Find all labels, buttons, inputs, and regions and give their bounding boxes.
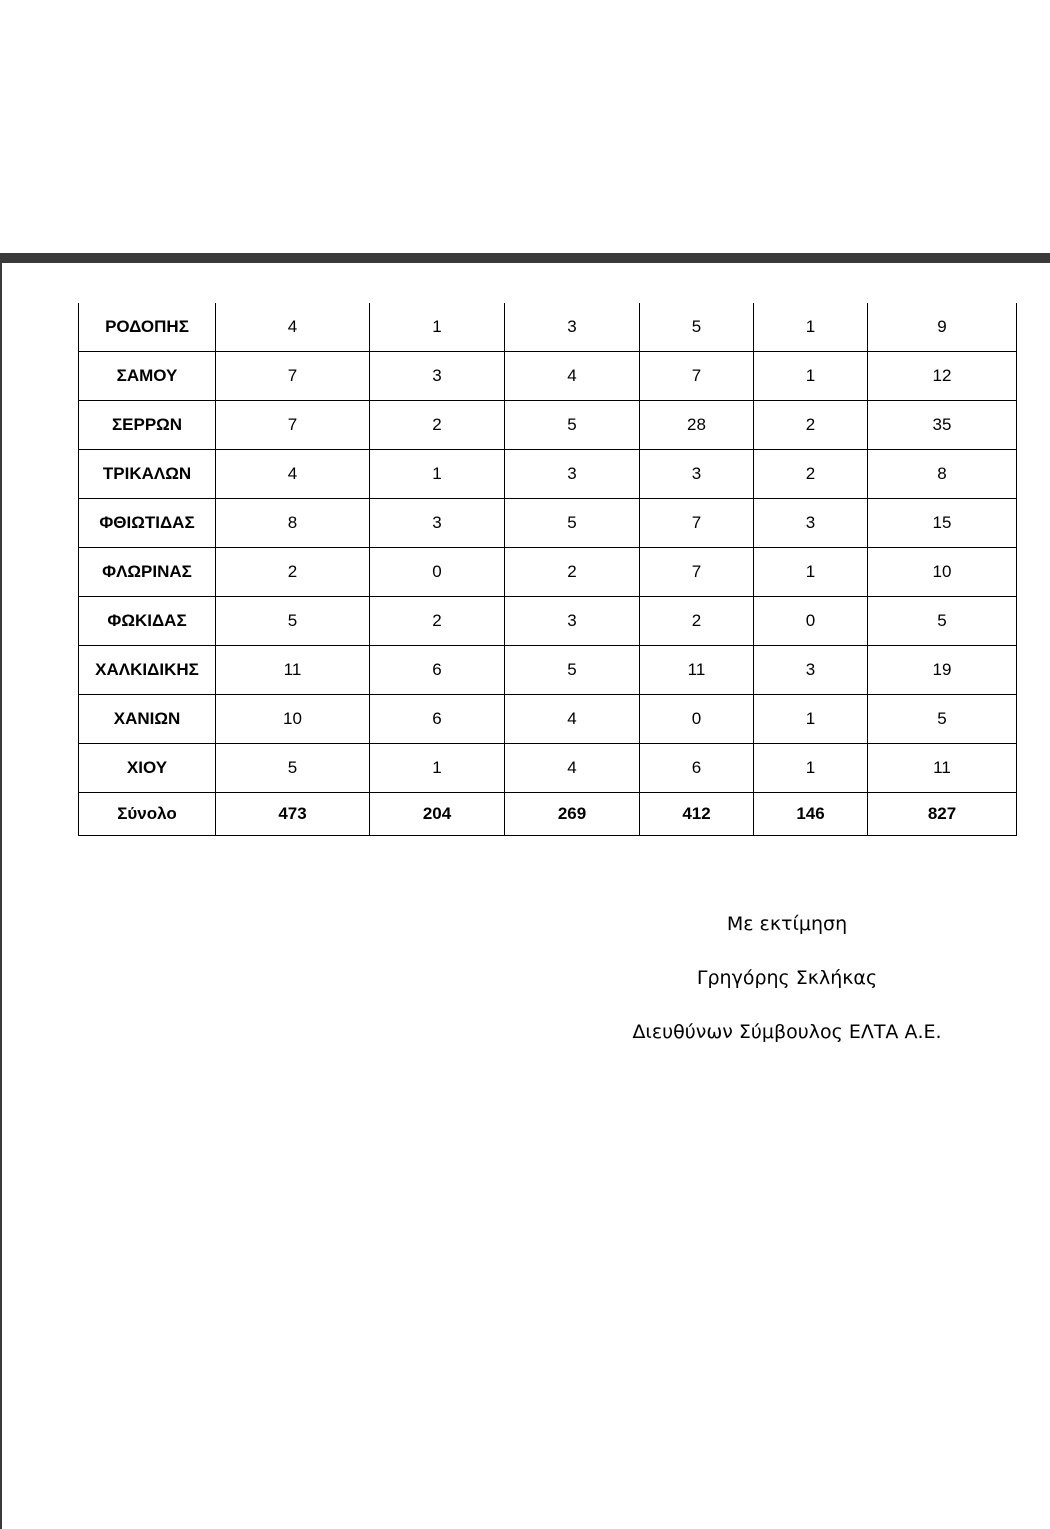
table-cell: 19 — [868, 646, 1017, 695]
table-cell: 7 — [640, 352, 754, 401]
table-cell: 5 — [505, 401, 640, 450]
table-row — [79, 499, 1017, 548]
table-cell: 4 — [505, 352, 640, 401]
table-row — [79, 744, 1017, 793]
table-row — [79, 695, 1017, 744]
table-cell: 7 — [640, 499, 754, 548]
table-cell: 1 — [754, 695, 868, 744]
table-cell: 6 — [370, 695, 505, 744]
table-cell: 11 — [216, 646, 370, 695]
table-cell: 12 — [868, 352, 1017, 401]
table-cell: 5 — [505, 499, 640, 548]
prefecture-name: ΤΡΙΚΑΛΩΝ — [79, 450, 216, 499]
table-cell: 7 — [640, 548, 754, 597]
table-cell: 1 — [754, 303, 868, 352]
table-cell: 11 — [868, 744, 1017, 793]
table-cell: 1 — [370, 303, 505, 352]
table-cell: 10 — [868, 548, 1017, 597]
table-cell: 3 — [505, 450, 640, 499]
total-cell: 412 — [640, 793, 754, 836]
table-row — [79, 401, 1017, 450]
total-cell: 473 — [216, 793, 370, 836]
table-cell: 5 — [868, 597, 1017, 646]
table-cell: 4 — [505, 744, 640, 793]
table-cell: 5 — [505, 646, 640, 695]
table-cell: 8 — [216, 499, 370, 548]
table-row — [79, 597, 1017, 646]
table-cell: 8 — [868, 450, 1017, 499]
table-cell: 2 — [640, 597, 754, 646]
signer-title: Διευθύνων Σύμβουλος ΕΛΤΑ Α.Ε. — [632, 1021, 942, 1043]
closing-greeting: Με εκτίμηση — [726, 913, 848, 935]
table-cell: 3 — [505, 597, 640, 646]
table-row — [79, 548, 1017, 597]
prefecture-name: ΦΩΚΙΔΑΣ — [79, 597, 216, 646]
table-cell: 15 — [868, 499, 1017, 548]
signer-name: Γρηγόρης Σκλήκας — [696, 967, 878, 989]
table-cell: 3 — [505, 303, 640, 352]
table-cell: 1 — [754, 744, 868, 793]
total-cell: 146 — [754, 793, 868, 836]
table-cell: 6 — [370, 646, 505, 695]
prefecture-name: ΦΘΙΩΤΙΔΑΣ — [79, 499, 216, 548]
prefecture-name: ΧΑΝΙΩΝ — [79, 695, 216, 744]
total-cell: 204 — [370, 793, 505, 836]
total-cell: 827 — [868, 793, 1017, 836]
table-row — [79, 646, 1017, 695]
table-cell: 2 — [216, 548, 370, 597]
prefecture-name: ΡΟΔΟΠΗΣ — [79, 303, 216, 352]
table-cell: 5 — [868, 695, 1017, 744]
table-cell: 3 — [640, 450, 754, 499]
table-cell: 3 — [370, 352, 505, 401]
prefecture-name: ΦΛΩΡΙΝΑΣ — [79, 548, 216, 597]
table-cell: 10 — [216, 695, 370, 744]
table-cell: 5 — [216, 597, 370, 646]
table-cell: 9 — [868, 303, 1017, 352]
table-cell: 1 — [370, 744, 505, 793]
table-cell: 0 — [640, 695, 754, 744]
statistics-table — [78, 303, 1017, 836]
table-cell: 5 — [640, 303, 754, 352]
table-cell: 3 — [370, 499, 505, 548]
table-cell: 2 — [505, 548, 640, 597]
table-cell: 2 — [754, 450, 868, 499]
prefecture-name: ΣΕΡΡΩΝ — [79, 401, 216, 450]
table-row — [79, 352, 1017, 401]
prefecture-name: ΧΑΛΚΙΔΙΚΗΣ — [79, 646, 216, 695]
table-cell: 7 — [216, 352, 370, 401]
prefecture-name: ΧΙΟΥ — [79, 744, 216, 793]
table-cell: 3 — [754, 646, 868, 695]
table-cell: 5 — [216, 744, 370, 793]
table-cell: 4 — [505, 695, 640, 744]
header-divider — [0, 253, 1050, 263]
table-cell: 2 — [754, 401, 868, 450]
table-cell: 0 — [370, 548, 505, 597]
table-cell: 2 — [370, 597, 505, 646]
table-cell: 7 — [216, 401, 370, 450]
total-cell: 269 — [505, 793, 640, 836]
prefecture-name: ΣΑΜΟΥ — [79, 352, 216, 401]
total-row — [79, 793, 1017, 836]
table-cell: 3 — [754, 499, 868, 548]
table-cell: 11 — [640, 646, 754, 695]
signature-block — [560, 910, 1014, 1072]
table-cell: 4 — [216, 450, 370, 499]
left-border — [0, 263, 2, 1529]
total-label: Σύνολο — [79, 793, 216, 836]
table-cell: 0 — [754, 597, 868, 646]
table-cell: 6 — [640, 744, 754, 793]
table-cell: 1 — [754, 352, 868, 401]
table-cell: 2 — [370, 401, 505, 450]
table-cell: 1 — [370, 450, 505, 499]
table-cell: 1 — [754, 548, 868, 597]
table-row — [79, 450, 1017, 499]
table-cell: 28 — [640, 401, 754, 450]
table-row — [79, 303, 1017, 352]
table-cell: 35 — [868, 401, 1017, 450]
table-cell: 4 — [216, 303, 370, 352]
